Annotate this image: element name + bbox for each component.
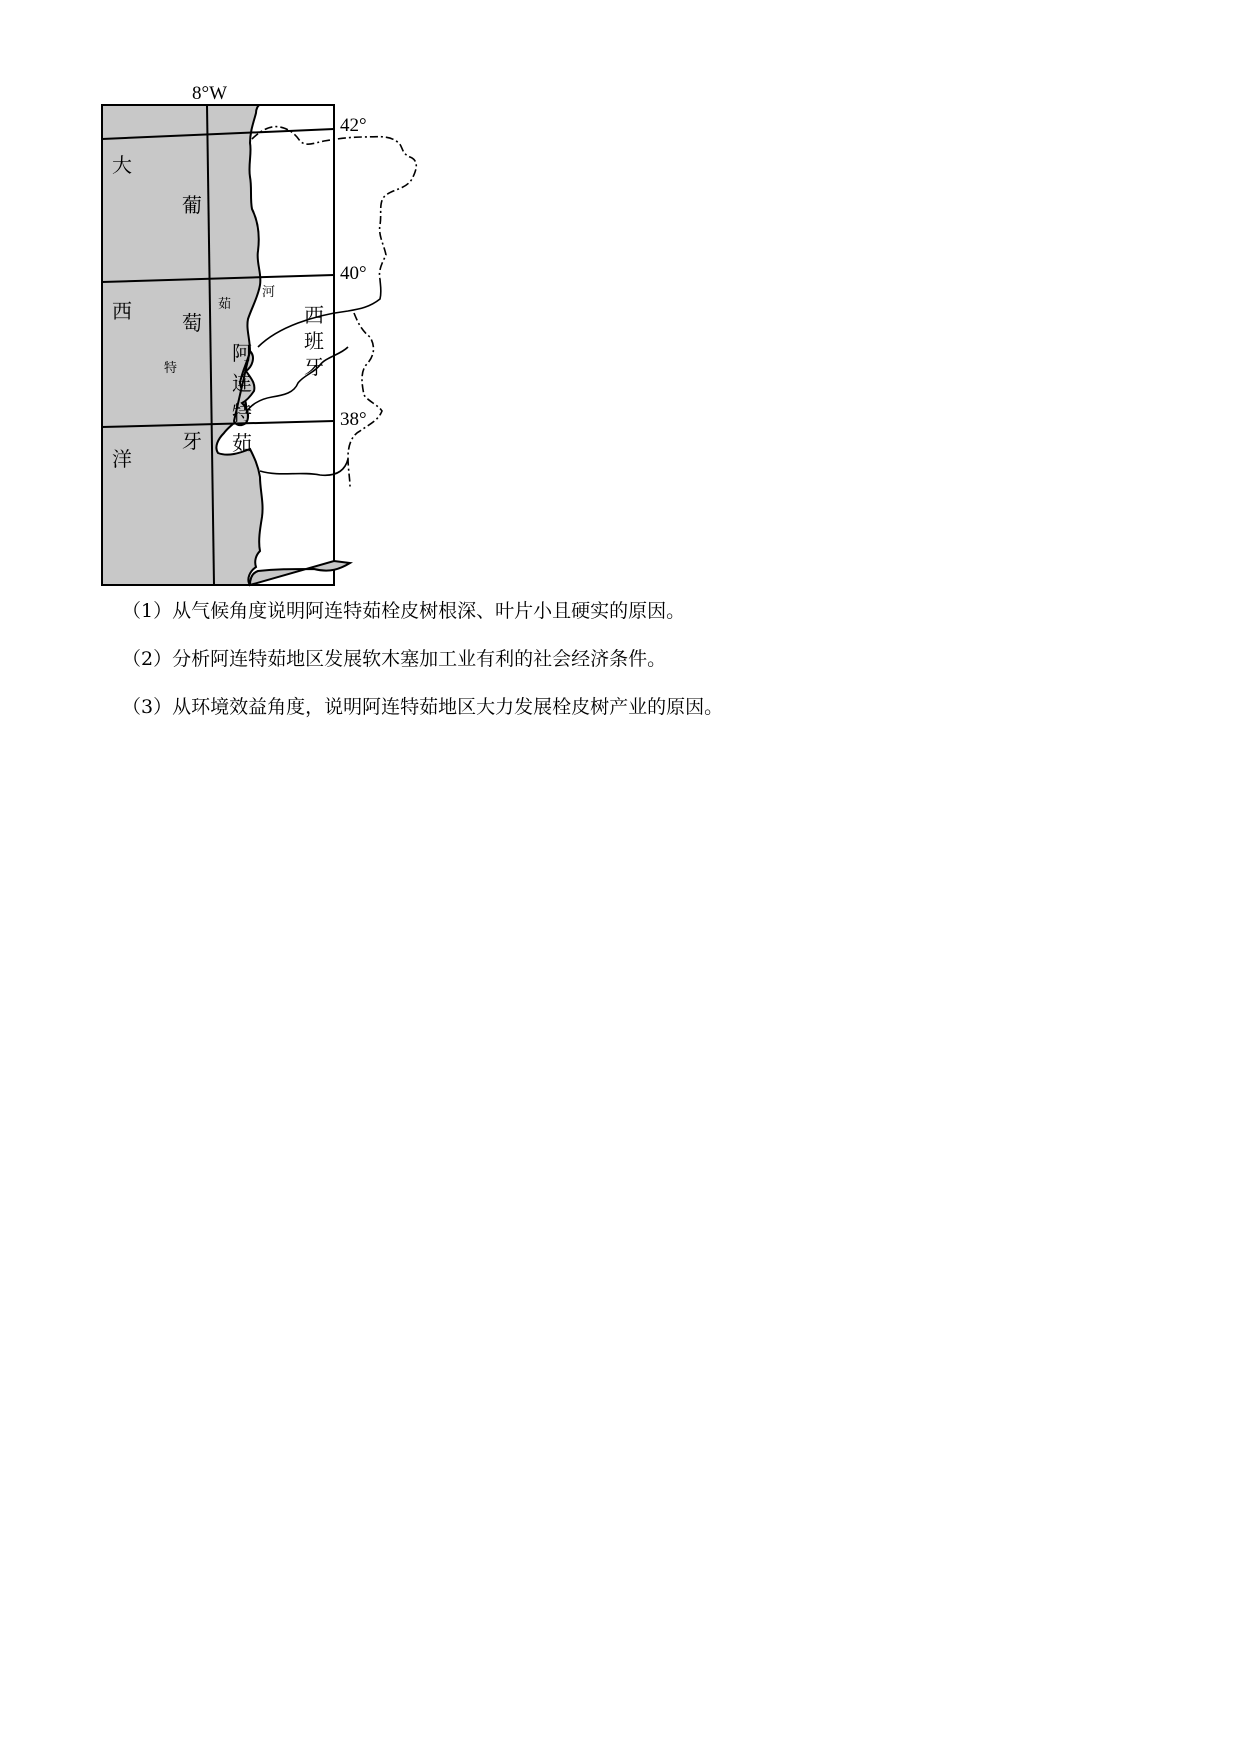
ocean-char-3: 洋 [112, 447, 132, 471]
lat-label-42: 42° [340, 115, 367, 136]
alentejo-border [348, 313, 382, 487]
ocean-char-2: 西 [112, 299, 132, 323]
ocean-char-1: 大 [112, 153, 132, 177]
map-svg [100, 85, 430, 590]
river-char-3: 特 [164, 361, 178, 376]
alentejo-char-2: 连 [232, 371, 252, 395]
spain-char-2: 班 [304, 329, 324, 353]
river-char-1: 茹 [218, 297, 232, 312]
lat-label-38: 38° [340, 409, 367, 430]
spain-char-3: 牙 [304, 355, 324, 379]
alentejo-char-1: 阿 [232, 341, 252, 365]
portugal-char-1: 葡 [182, 193, 202, 217]
question-2: （2）分析阿连特茹地区发展软木塞加工业有利的社会经济条件。 [122, 648, 667, 670]
portugal-char-3: 牙 [182, 429, 202, 453]
portugal-char-2: 萄 [182, 311, 202, 335]
question-3: （3）从环境效益角度，说明阿连特茹地区大力发展栓皮树产业的原因。 [122, 696, 724, 718]
alentejo-char-3: 特 [232, 401, 252, 425]
longitude-label: 8°W [192, 83, 228, 104]
spain-char-1: 西 [304, 303, 324, 327]
question-1: （1）从气候角度说明阿连特茹栓皮树根深、叶片小且硬实的原因。 [122, 600, 686, 622]
river-char-2: 河 [262, 285, 276, 300]
map-figure [100, 85, 430, 590]
alentejo-char-4: 茹 [232, 431, 252, 455]
lat-label-40: 40° [340, 263, 367, 284]
